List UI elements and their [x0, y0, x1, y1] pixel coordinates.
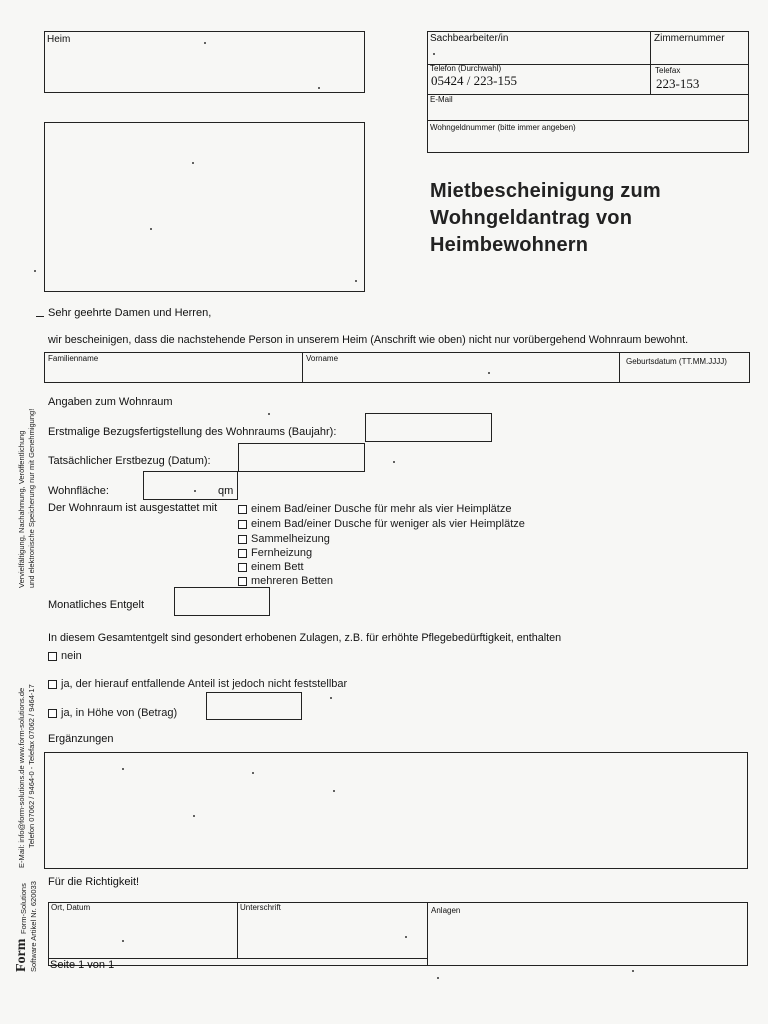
scan-speck — [433, 53, 435, 55]
option-mehrere-betten[interactable] — [238, 575, 333, 587]
telefon-label: Telefon (Durchwahl) — [430, 64, 502, 73]
scan-speck — [330, 697, 332, 699]
heim-box[interactable] — [44, 31, 365, 93]
telefax-label: Telefax — [655, 66, 681, 75]
fold-mark — [36, 316, 44, 317]
ort-datum-label: Ort, Datum — [51, 903, 91, 912]
signature-divider-2 — [427, 902, 428, 966]
option-bad-weniger[interactable] — [238, 518, 525, 530]
contact-info-line-2: Telefon 07062 / 9464-0 - Telefax 07062 / 9464-17 — [27, 684, 36, 848]
contact-divider-2 — [427, 94, 749, 95]
checkbox[interactable] — [238, 535, 247, 544]
scan-speck — [252, 772, 254, 774]
wohnflaeche-label: Wohnfläche: — [48, 485, 109, 497]
scan-speck — [333, 790, 335, 792]
sachbearbeiter-field[interactable] — [430, 46, 646, 62]
ausgestattet-label: Der Wohnraum ist ausgestattet mit — [48, 502, 218, 514]
email-label: E-Mail — [430, 95, 453, 104]
checkbox[interactable] — [238, 577, 247, 586]
scan-speck — [318, 87, 320, 89]
intro-text: wir bescheinigen, dass die nachstehende Person in unserem Heim (Anschrift wie oben) nicht nur vorübergehend Wohnraum bewohnt. — [48, 334, 689, 346]
geburtsdatum-label: Geburtsdatum (TT.MM.JJJJ) — [626, 357, 727, 366]
ort-datum-field[interactable] — [51, 914, 233, 956]
bezugsfertig-field[interactable] — [365, 413, 492, 442]
address-box[interactable] — [44, 122, 365, 292]
scan-speck — [393, 461, 395, 463]
zulagen-ja-betrag-label: ja, in Höhe von (Betrag) — [61, 707, 178, 719]
zulagen-ja-nicht-feststellbar-label: ja, der hierauf entfallende Anteil ist jedoch nicht feststellbar — [61, 678, 348, 690]
email-field[interactable] — [430, 104, 745, 118]
ergaenzungen-heading: Ergänzungen — [48, 733, 114, 745]
telefon-value[interactable]: 05424 / 223-155 — [431, 73, 517, 88]
brand-article: Software Artikel Nr. 620033 — [29, 881, 38, 972]
zulagen-nein-label: nein — [61, 650, 82, 662]
option-ein-bett[interactable] — [238, 561, 304, 573]
checkbox[interactable] — [238, 563, 247, 572]
option-fernheizung[interactable] — [238, 547, 312, 559]
scan-speck — [355, 280, 357, 282]
wohnraum-heading: Angaben zum Wohnraum — [48, 396, 173, 408]
wohngeldnummer-field[interactable] — [430, 133, 745, 150]
scan-speck — [194, 490, 196, 492]
sachbearbeiter-label: Sachbearbeiter/in — [430, 33, 509, 44]
contact-info-line-1: E-Mail: info@form-solutions.de www.form-solutions.de — [17, 687, 26, 868]
scan-speck — [204, 42, 206, 44]
checkbox[interactable] — [238, 505, 247, 514]
scan-speck — [122, 768, 124, 770]
page-number: Seite 1 von 1 — [50, 959, 115, 971]
vorname-field[interactable] — [305, 364, 616, 381]
checkbox[interactable] — [238, 549, 247, 558]
heim-label: Heim — [47, 34, 71, 45]
wohngeldnummer-label: Wohngeldnummer (bitte immer angeben) — [430, 123, 576, 132]
option-label: einem Bett — [251, 561, 304, 573]
greeting: Sehr geehrte Damen und Herren, — [48, 307, 212, 319]
copyright-notice-line-2: und elektronische Speicherung nur mit Genehmigung! — [27, 408, 36, 588]
wohnflaeche-unit: qm — [218, 485, 234, 497]
telefax-value[interactable]: 223-153 — [656, 76, 700, 91]
anlagen-label: Anlagen — [431, 906, 461, 915]
vorname-label: Vorname — [306, 354, 339, 363]
entgelt-label: Monatliches Entgelt — [48, 599, 144, 611]
scan-speck — [192, 162, 194, 164]
erstbezug-label: Tatsächlicher Erstbezug (Datum): — [48, 455, 211, 467]
unterschrift-label: Unterschrift — [240, 903, 281, 912]
scan-speck — [268, 413, 270, 415]
familienname-label: Familienname — [48, 354, 99, 363]
form-title-line-2: Wohngeldantrag von — [430, 207, 633, 229]
checkbox[interactable] — [238, 520, 247, 529]
ergaenzungen-field[interactable] — [44, 752, 748, 869]
scan-speck — [437, 977, 439, 979]
zulagen-ja-nicht-feststellbar[interactable] — [48, 678, 347, 690]
option-label: Sammelheizung — [251, 533, 330, 545]
scan-speck — [122, 940, 124, 942]
erstbezug-field[interactable] — [238, 443, 365, 472]
option-bad-mehr[interactable] — [238, 503, 511, 515]
unterschrift-field[interactable] — [240, 914, 424, 956]
option-label: Fernheizung — [251, 547, 313, 559]
zulagen-question: In diesem Gesamtentgelt sind gesondert erhobenen Zulagen, z.B. für erhöhte Pflegebedürftigkeit, enthalten — [48, 632, 562, 644]
option-label: einem Bad/einer Dusche für mehr als vier Heimplätze — [251, 503, 512, 515]
anlagen-field[interactable] — [430, 917, 745, 963]
scan-speck — [34, 270, 36, 272]
form-title-line-1: Mietbescheinigung zum — [430, 180, 661, 202]
contact-divider-v — [650, 31, 651, 95]
contact-divider-3 — [427, 120, 749, 121]
scan-speck — [193, 815, 195, 817]
geburtsdatum-field[interactable] — [622, 367, 747, 381]
scan-speck — [150, 228, 152, 230]
scan-speck — [632, 970, 634, 972]
scan-speck — [405, 936, 407, 938]
copyright-notice-line-1: Vervielfältigung, Nachahmung, Veröffentlichung — [17, 430, 26, 588]
option-sammelheizung[interactable] — [238, 533, 330, 545]
scan-speck — [488, 372, 490, 374]
zulagen-betrag-field[interactable] — [206, 692, 302, 720]
brand-name: Form-Solutions — [19, 883, 28, 934]
person-divider-2 — [619, 352, 620, 383]
option-label: mehreren Betten — [251, 575, 333, 587]
option-label: einem Bad/einer Dusche für weniger als vier Heimplätze — [251, 518, 525, 530]
checkbox[interactable] — [48, 652, 57, 661]
brand-logo: Form — [14, 938, 29, 972]
zulagen-nein[interactable] — [48, 650, 82, 662]
bezugsfertig-label: Erstmalige Bezugsfertigstellung des Wohnraums (Baujahr): — [48, 426, 337, 438]
familienname-field[interactable] — [47, 364, 299, 381]
entgelt-field[interactable] — [174, 587, 270, 616]
checkbox[interactable] — [48, 680, 57, 689]
zulagen-ja-betrag[interactable] — [48, 707, 177, 719]
person-divider-1 — [302, 352, 303, 383]
form-title-line-3: Heimbewohnern — [430, 234, 589, 256]
checkbox[interactable] — [48, 709, 57, 718]
signature-divider-1 — [237, 902, 238, 958]
zimmernummer-label: Zimmernummer — [654, 33, 725, 44]
richtigkeit-heading: Für die Richtigkeit! — [48, 876, 140, 888]
